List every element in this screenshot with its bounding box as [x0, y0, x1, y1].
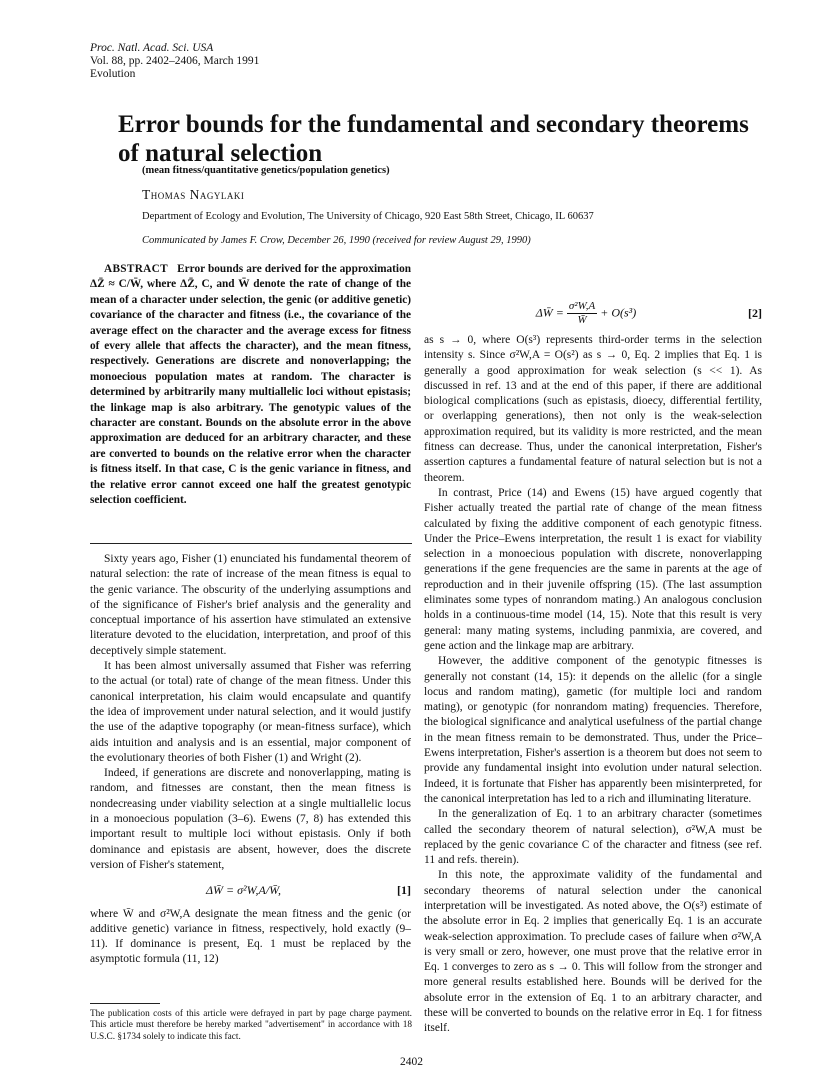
right-body [424, 333, 762, 1037]
journal-volume: Vol. 88, pp. 2402–2406, March 1991 [90, 55, 260, 67]
equation-2 [424, 300, 762, 327]
abstract-divider [90, 543, 412, 544]
paragraph: where W̄ and σ²W,A designate the mean fitness and the genic (or additive genetic) variance in fitness, respectively, hold exactly (9–11). If dominance is present, Eq. 1 must be replaced by the asymptotic formula (11, 12) [90, 907, 411, 966]
paragraph: Sixty years ago, Fisher (1) enunciated his fundamental theorem of natural selection: the rate of increase of the mean fitness is equal to the genic variance. The obscurity of the underlying assumptions and of the significance of Fisher's brief analysis and the generality and conceptual importance of his assertion have stimulated an extensive literature devoted to the elucidation, interpretation, and proof of this deceptively simple statement. [90, 553, 411, 657]
paragraph: as s → 0, where O(s³) represents third-order terms in the selection intensity s. Since σ²W,A = O(s²) as s → 0, Eq. 2 implies that Eq. 1 is generally a good approximation for weak selection (s << 1). As discussed in ref. 13 and at the end of this paper, if there are additional biological complications (such as epistasis, dioecy, differential fertility, or overlapping generations), then not only is the weak-selection approximation required, but its validity is more restricted, and the mean fitness can decrease. Thus, under the canonical interpretation, Fisher's assertion captures a fundamental feature of natural selection but is not a theorem. [424, 334, 762, 484]
paragraph: It has been almost universally assumed that Fisher was referring to the actual (or total) rate of change of the mean fitness. Under this canonical interpretation, his claim would encapsulate and quantify the idea of improvement under natural selection, and it would justify the use of the adaptive topography (or mean-fitness surface), which aids intuition and analysis and is an essential, major component of the evolutionary theories of both Fisher (1) and Wright (2). [90, 660, 411, 764]
equation-2-expr [424, 300, 748, 327]
journal-name: Proc. Natl. Acad. Sci. USA [90, 42, 214, 54]
equation-2-numerator: σ²W,A [568, 300, 596, 312]
affiliation: Department of Ecology and Evolution, The University of Chicago, 920 East 58th Street, Chicago, IL 60637 [142, 211, 594, 222]
journal-section: Evolution [90, 68, 136, 80]
page-number: 2402 [400, 1056, 423, 1068]
abstract-text: Error bounds are derived for the approximation ΔZ̄ ≈ C/W̄, where ΔZ̄, C, and W̄ denote the rate of change of the mean of a character under selection, the genic (or additive genetic) covariance of the character and fitness (i.e., the covariance of the average effect on the character and the average excess for fitness of every allele that affects the character), and the mean fitness, respectively. Generations are discrete and nonoverlapping; the monoecious population mates at random. The character is determined by arbitrarily many multiallelic loci without epistasis; the linkage map is also arbitrary. The genotypic values of the character are constant. Bounds on the absolute error in the above approximation are deduced for an arbitrary character, and these are converted to bounds on the relative error when the character is fitness itself. In that case, C is the genic variance in fitness, and the relative error cannot exceed one half the greatest genotypic selection coefficient. [90, 263, 411, 507]
paragraph: In the generalization of Eq. 1 to an arbitrary character (sometimes called the secondary theorem of natural selection), σ²W,A must be replaced by the genic covariance C of the character and fitness (see ref. 11 and refs. therein). [424, 808, 762, 867]
equation-1 [90, 883, 411, 898]
equation-2-fraction [567, 300, 597, 327]
footnote-divider [90, 1003, 160, 1004]
equation-2-lhs: ΔW̄ = [535, 305, 564, 320]
communicated-by: Communicated by James F. Crow, December 26, 1990 (received for review August 29, 1990) [142, 235, 531, 246]
paper-title: Error bounds for the fundamental and secondary theorems of natural selection [118, 111, 749, 167]
keywords: (mean fitness/quantitative genetics/population genetics) [142, 165, 390, 176]
equation-1-expr: ΔW̄ = σ²W,A/W̄, [205, 883, 282, 898]
abstract [90, 262, 411, 509]
author: Thomas Nagylaki [142, 187, 245, 202]
equation-2-number: [2] [748, 305, 762, 320]
abstract-label: ABSTRACT [104, 263, 168, 275]
paragraph: However, the additive component of the genotypic fitnesses is generally not constant (14, 15): it depends on the allelic (for a single locus and random mating), gametic (for multiple loci and random mating), or genotypic (for nonrandom mating) frequencies. Therefore, the biological significance and analytical usefulness of the partial change in the mean fitness remain to be demonstrated. Thus, under the Price–Ewens interpretation, Fisher's assertion is a theorem but does not seem to provide any fundamental insight into evolution under natural selection. Indeed, it is fortunate that Fisher has apparently been misinterpreted, for the canonical interpretation has led to a rich and illuminating literature. [424, 655, 762, 805]
paragraph: Indeed, if generations are discrete and nonoverlapping, mating is random, and fitnesses are constant, then the mean fitness is nondecreasing under viability selection at a single multiallelic locus in a monoecious population (3–6). Ewens (7, 8) has extended this important result to multiple loci without epistasis. Only if both dominance and epistasis are absent, however, does the discrete version of Fisher's statement, [90, 767, 411, 871]
equation-2-denominator: W̄ [577, 314, 587, 326]
footnote: The publication costs of this article were defrayed in part by page charge payment. This article must therefore be hereby marked "advertisement" in accordance with 18 U.S.C. §1734 solely to indicate this fact. [90, 1009, 412, 1042]
left-body [90, 552, 411, 968]
equation-2-tail: + O(s³) [600, 305, 637, 320]
journal-header [90, 42, 259, 81]
paragraph: In contrast, Price (14) and Ewens (15) have argued cogently that Fisher actually treated the partial rate of change of the mean fitness calculated by fixing the additive component of each genotypic fitness. Under the Price–Ewens interpretation, the result 1 is exact for viability selection in a monoecious population with discrete, nonoverlapping generations if the gene frequencies are the same in parents at the age of reproduction and in their juvenile offspring (15). (The last assumption eliminates some types of nonrandom mating.) An analogous conclusion holds in a continuous-time model (14, 15). Note that this result is very general: many mating systems, including panmixia, are covered, and gene action and the linkage map are arbitrary. [424, 486, 762, 652]
paragraph: In this note, the approximate validity of the fundamental and secondary theorems of natural selection under the canonical interpretation will be investigated. As noted above, the O(s³) estimate of the absolute error in Eq. 2 implies that generically Eq. 1 is an accurate weak-selection approximation. To preclude cases of failure when σ²W,A is very small or zero, however, one must prove that the relative error in Eq. 1 converges to zero as s → 0. This will follow from the stronger and more general results established here. Bounds will be derived for the absolute error in the extension of Eq. 1 to an arbitrary character, and these will be converted to bounds on the relative error in Eq. 1 for fitness itself. [424, 869, 762, 1035]
equation-1-number: [1] [397, 883, 411, 898]
